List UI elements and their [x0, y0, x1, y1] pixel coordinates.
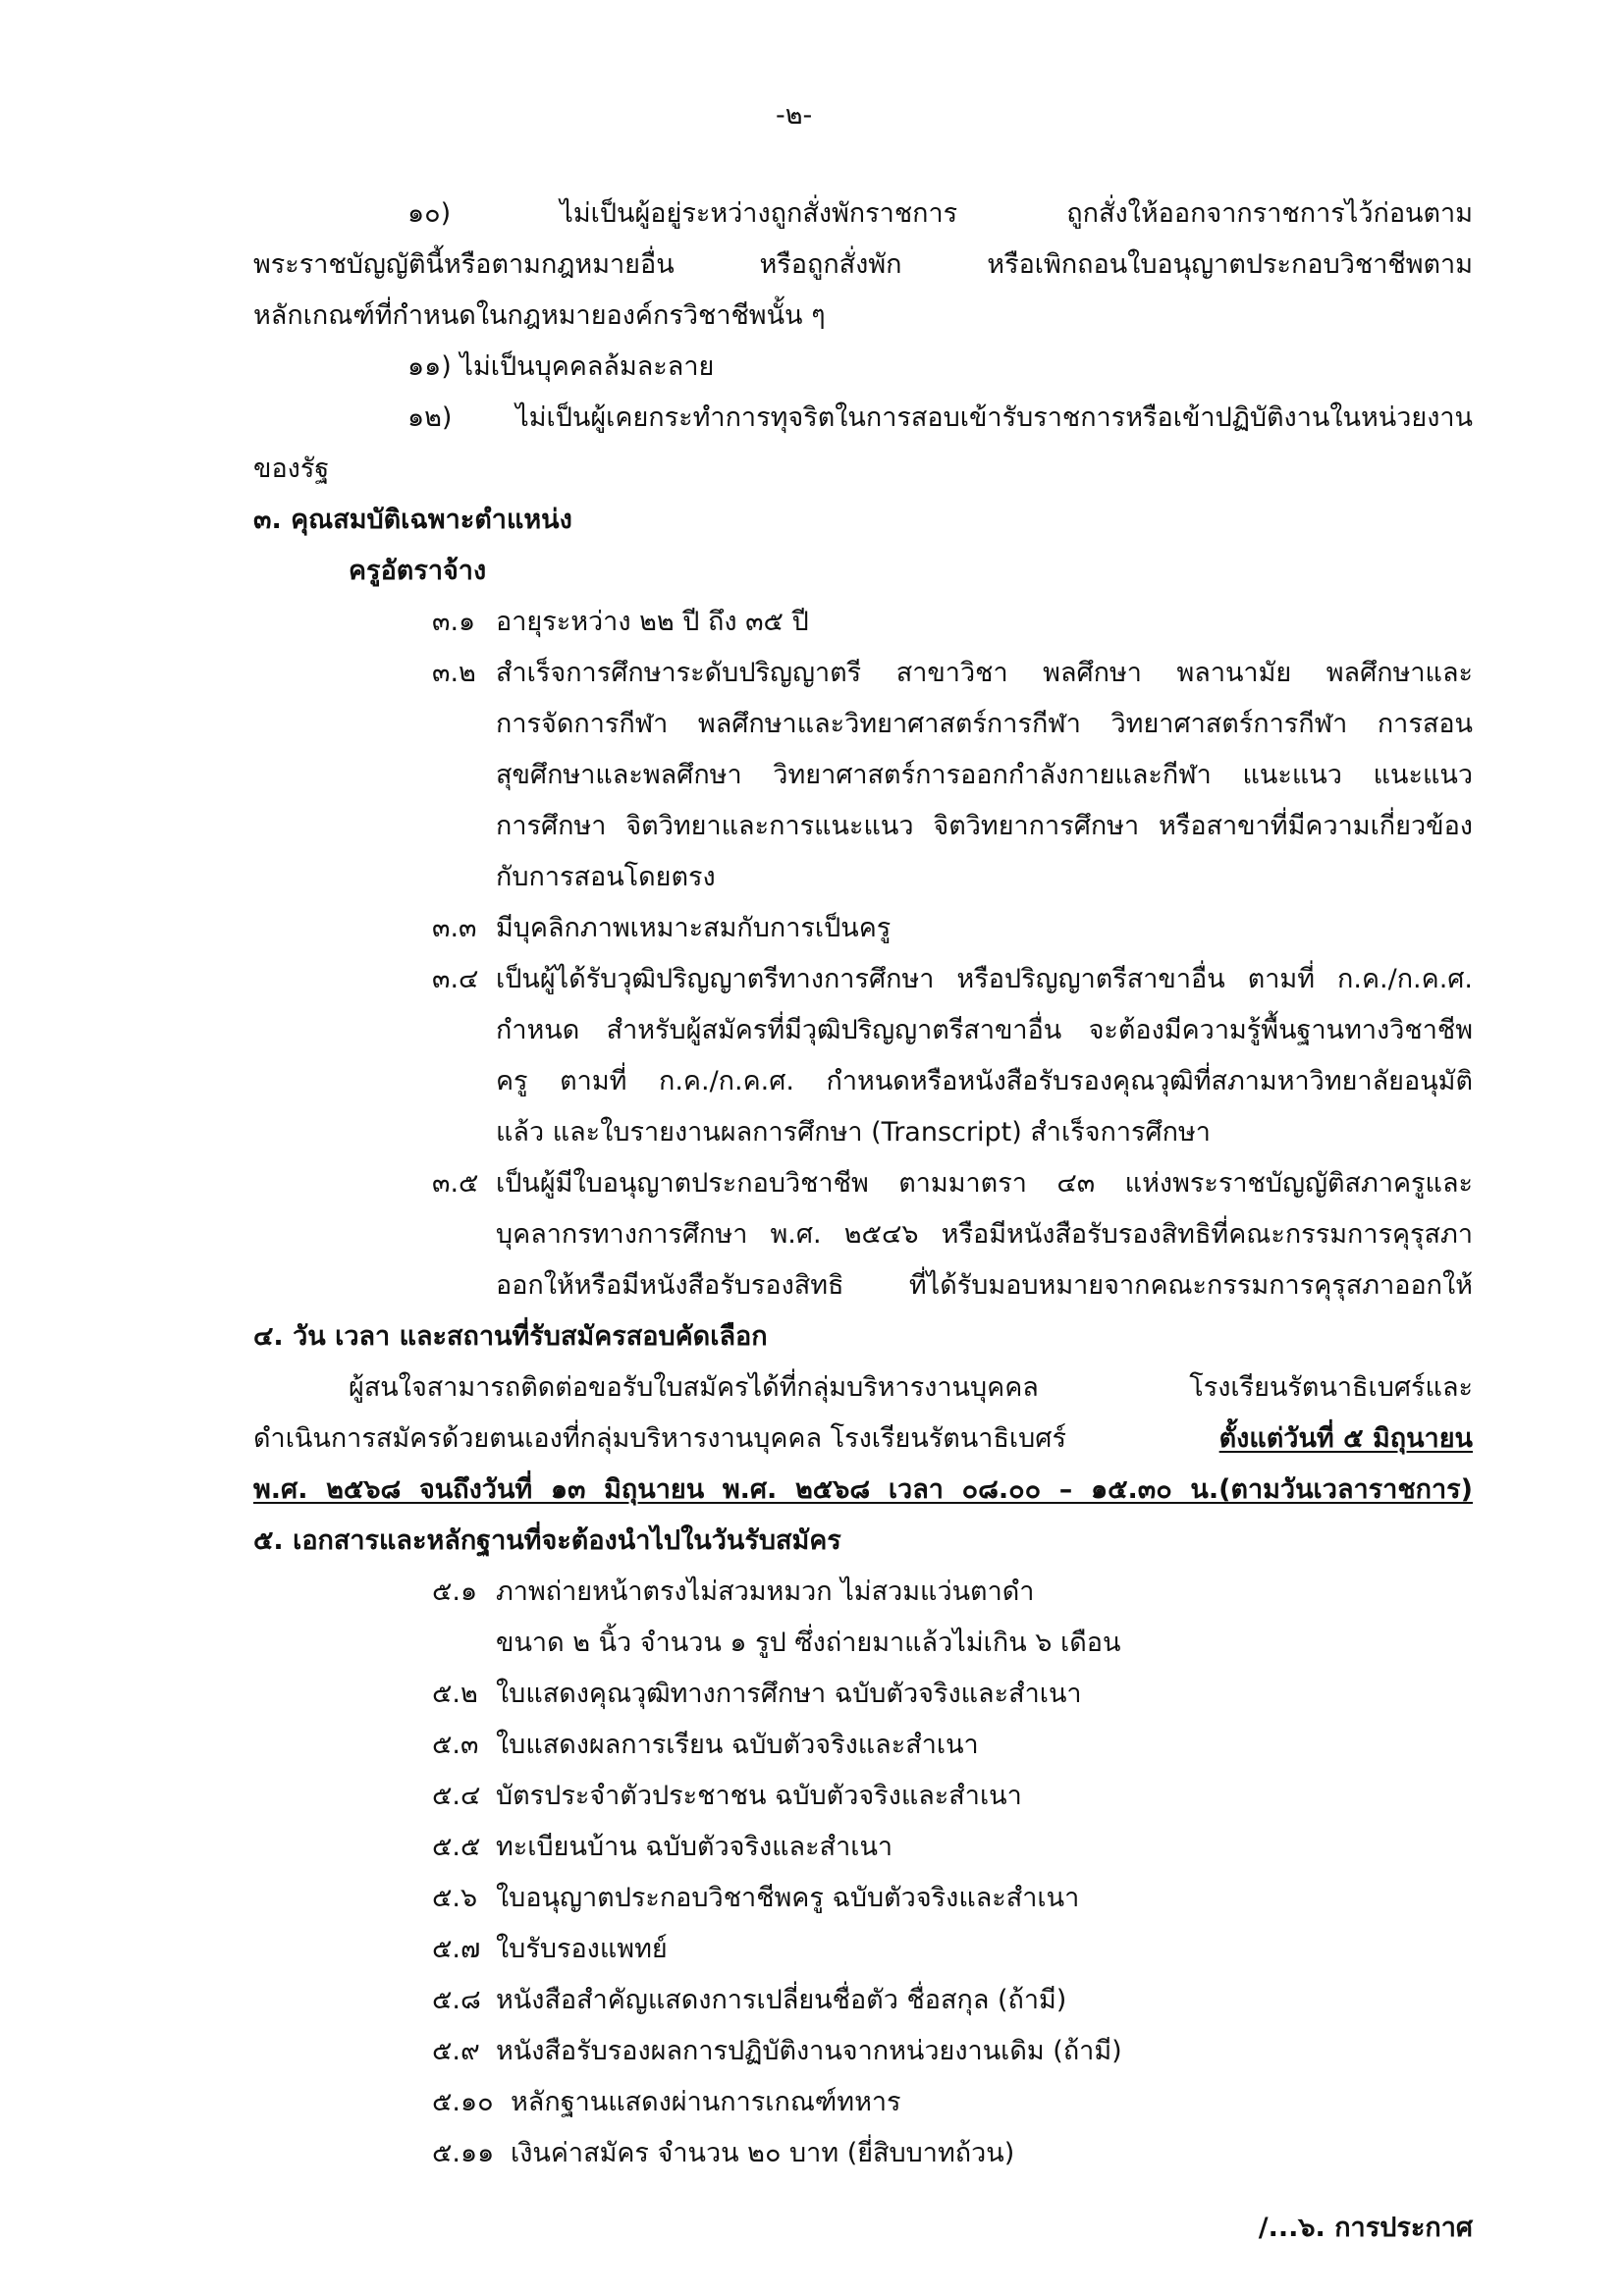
item-5-3-number: ๕.๓: [432, 1730, 479, 1760]
item-3-3-line-1: มีบุคลิกภาพเหมาะสมกับการเป็นครู: [496, 913, 892, 943]
item-3-2-line-4: การศึกษา จิตวิทยาและการแนะแนว จิตวิทยาการศึกษา หรือสาขาที่มีความเกี่ยวข้อง: [496, 811, 1473, 841]
item-3-4-number: ๓.๔: [432, 964, 479, 994]
section-4-line-2: [253, 1419, 1473, 1459]
item-5-4-line-1: บัตรประจำตัวประชาชน ฉบับตัวจริงและสำเนา: [496, 1781, 1022, 1811]
condition-11: ๑๑) ไม่เป็นบุคคลล้มละลาย: [407, 351, 715, 382]
item-3-1-line-1: อายุระหว่าง ๒๒ ปี ถึง ๓๕ ปี: [496, 607, 809, 637]
item-5-8-number: ๕.๘: [432, 1985, 481, 2015]
item-5-7-line-1: ใบรับรองแพทย์: [496, 1934, 668, 1964]
continuation-marker: /...๖. การประกาศ: [1258, 2213, 1473, 2243]
item-5-1-line-1: ภาพถ่ายหน้าตรงไม่สวมหมวก ไม่สวมแว่นตาดำ: [496, 1576, 1035, 1607]
item-5-1-number: ๕.๑: [432, 1576, 478, 1607]
item-5-2-number: ๕.๒: [432, 1679, 478, 1709]
page-number: -๒-: [776, 100, 813, 131]
item-5-5-line-1: ทะเบียนบ้าน ฉบับตัวจริงและสำเนา: [496, 1832, 893, 1862]
item-5-11-number: ๕.๑๑: [432, 2138, 495, 2168]
item-3-4-line-2: กำหนด สำหรับผู้สมัครที่มีวุฒิปริญญาตรีสาขาอื่น จะต้องมีความรู้พื้นฐานทางวิชาชีพ: [496, 1015, 1473, 1045]
condition-10-line-3: หลักเกณฑ์ที่กำหนดในกฎหมายองค์กรวิชาชีพนั้น ๆ: [253, 300, 826, 331]
item-3-2-line-3: สุขศึกษาและพลศึกษา วิทยาศาสตร์การออกกำลังกายและกีฬา แนะแนว แนะแนว: [496, 760, 1473, 790]
item-3-2-number: ๓.๒: [432, 658, 476, 688]
item-3-5-line-3: ออกให้หรือมีหนังสือรับรองสิทธิ ที่ได้รับมอบหมายจากคณะกรรมการคุรุสภาออกให้: [496, 1270, 1473, 1301]
item-5-11-line-1: เงินค่าสมัคร จำนวน ๒๐ บาท (ยี่สิบบาทถ้วน): [511, 2138, 1015, 2168]
item-3-2-line-1: สำเร็จการศึกษาระดับปริญญาตรี สาขาวิชา พลศึกษา พลานามัย พลศึกษาและ: [496, 658, 1473, 688]
item-5-4-number: ๕.๔: [432, 1781, 481, 1811]
item-5-9-number: ๕.๙: [432, 2036, 480, 2066]
section-4-heading: ๔. วัน เวลา และสถานที่รับสมัครสอบคัดเลือก: [253, 1321, 768, 1352]
item-5-6-number: ๕.๖: [432, 1883, 478, 1913]
condition-12-line-1: ๑๒) ไม่เป็นผู้เคยกระทำการทุจริตในการสอบเข้ารับราชการหรือเข้าปฏิบัติงานในหน่วยงาน: [407, 402, 1473, 433]
item-5-1-line-2: ขนาด ๒ นิ้ว จำนวน ๑ รูป ซึ่งถ่ายมาแล้วไม่เกิน ๖ เดือน: [496, 1628, 1121, 1658]
item-5-5-number: ๕.๕: [432, 1832, 481, 1862]
section-5-heading: ๕. เอกสารและหลักฐานที่จะต้องนำไปในวันรับสมัคร: [253, 1525, 841, 1556]
condition-12-line-2: ของรัฐ: [253, 454, 330, 484]
condition-10-line-1: ๑๐) ไม่เป็นผู้อยู่ระหว่างถูกสั่งพักราชการ ถูกสั่งให้ออกจากราชการไว้ก่อนตาม: [407, 198, 1473, 229]
item-5-9-line-1: หนังสือรับรองผลการปฏิบัติงานจากหน่วยงานเดิม (ถ้ามี): [496, 2036, 1122, 2066]
item-3-1-number: ๓.๑: [432, 607, 476, 637]
condition-10-line-2: พระราชบัญญัตินี้หรือตามกฎหมายอื่น หรือถูกสั่งพัก หรือเพิกถอนใบอนุญาตประกอบวิชาชีพตาม: [253, 249, 1473, 280]
section-4-line-2-plain: ดำเนินการสมัครด้วยตนเองที่กลุ่มบริหารงานบุคคล โรงเรียนรัตนาธิเบศร์: [253, 1423, 1066, 1454]
item-3-2-line-2: การจัดการกีฬา พลศึกษาและวิทยาศาสตร์การกีฬา วิทยาศาสตร์การกีฬา การสอน: [496, 709, 1473, 739]
item-3-4-line-4: แล้ว และใบรายงานผลการศึกษา (Transcript) สำเร็จการศึกษา: [496, 1117, 1211, 1148]
item-5-6-line-1: ใบอนุญาตประกอบวิชาชีพครู ฉบับตัวจริงและสำเนา: [496, 1883, 1080, 1913]
item-5-3-line-1: ใบแสดงผลการเรียน ฉบับตัวจริงและสำเนา: [496, 1730, 979, 1760]
section-3-subheading: ครูอัตราจ้าง: [349, 556, 487, 586]
item-3-4-line-1: เป็นผู้ได้รับวุฒิปริญญาตรีทางการศึกษา หรือปริญญาตรีสาขาอื่น ตามที่ ก.ค./ก.ค.ศ.: [496, 964, 1473, 994]
item-3-5-line-2: บุคลากรทางการศึกษา พ.ศ. ๒๕๔๖ หรือมีหนังสือรับรองสิทธิที่คณะกรรมการคุรุสภา: [496, 1219, 1473, 1250]
item-5-2-line-1: ใบแสดงคุณวุฒิทางการศึกษา ฉบับตัวจริงและสำเนา: [496, 1679, 1082, 1709]
item-5-10-number: ๕.๑๐: [432, 2087, 494, 2117]
item-5-10-line-1: หลักฐานแสดงผ่านการเกณฑ์ทหาร: [511, 2087, 901, 2117]
application-period: พ.ศ. ๒๕๖๘ จนถึงวันที่ ๑๓ มิถุนายน พ.ศ. ๒๕๖๘ เวลา ๐๘.๐๐ – ๑๕.๓๐ น.(ตามวันเวลาราชการ): [253, 1474, 1473, 1505]
item-5-8-line-1: หนังสือสำคัญแสดงการเปลี่ยนชื่อตัว ชื่อสกุล (ถ้ามี): [496, 1985, 1067, 2015]
item-3-3-number: ๓.๓: [432, 913, 477, 943]
application-start-date: ตั้งแต่วันที่ ๕ มิถุนายน: [1218, 1423, 1473, 1454]
item-3-4-line-3: ครู ตามที่ ก.ค./ก.ค.ศ. กำหนดหรือหนังสือรับรองคุณวุฒิที่สภามหาวิทยาลัยอนุมัติ: [496, 1066, 1473, 1096]
item-3-5-line-1: เป็นผู้มีใบอนุญาตประกอบวิชาชีพ ตามมาตรา ๔๓ แห่งพระราชบัญญัติสภาครูและ: [496, 1168, 1473, 1199]
item-5-7-number: ๕.๗: [432, 1934, 481, 1964]
item-3-5-number: ๓.๕: [432, 1168, 479, 1199]
section-3-heading: ๓. คุณสมบัติเฉพาะตำแหน่ง: [253, 505, 572, 535]
item-3-2-line-5: กับการสอนโดยตรง: [496, 862, 716, 892]
section-4-line-1: ผู้สนใจสามารถติดต่อขอรับใบสมัครได้ที่กลุ่มบริหารงานบุคคล โรงเรียนรัตนาธิเบศร์และ: [349, 1372, 1473, 1403]
